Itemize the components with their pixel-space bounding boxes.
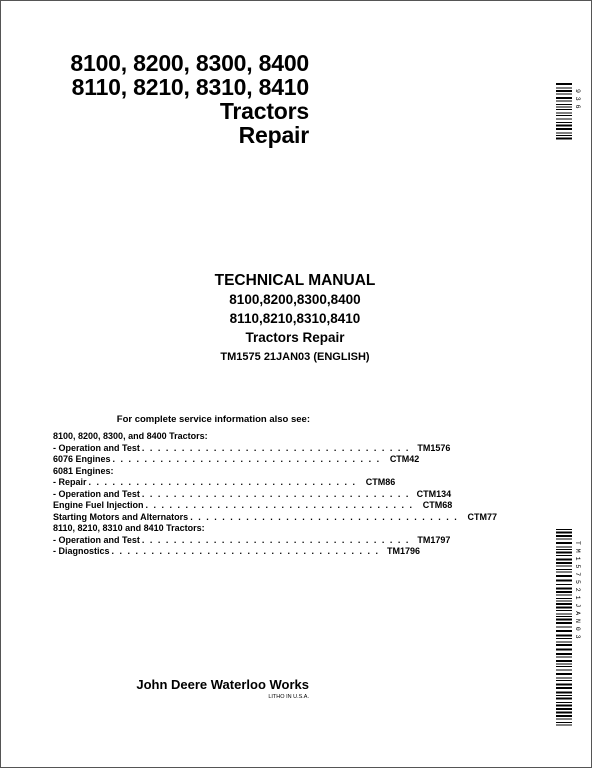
cover-title-models-line-1: 8100, 8200, 8300, 8400 bbox=[70, 50, 309, 76]
barcode-bar bbox=[556, 708, 572, 710]
barcode-bar bbox=[556, 719, 572, 720]
barcode-bar bbox=[556, 133, 572, 134]
barcode-bar bbox=[556, 601, 572, 602]
service-row bbox=[53, 511, 497, 524]
barcode-bar bbox=[556, 535, 572, 537]
barcode-bar bbox=[556, 595, 572, 596]
barcode-bar bbox=[556, 572, 572, 573]
barcode-bar bbox=[556, 580, 572, 582]
barcode-bar bbox=[556, 692, 572, 694]
service-row-code: CTM42 bbox=[389, 454, 420, 464]
service-row bbox=[53, 477, 396, 489]
barcode-bar bbox=[556, 575, 572, 577]
barcode-bar bbox=[556, 712, 572, 714]
barcode-bar bbox=[556, 94, 572, 95]
barcode-bar bbox=[556, 619, 572, 621]
barcode-bar bbox=[556, 122, 572, 123]
barcode-bar bbox=[556, 695, 572, 696]
service-row-label: - Operation and Test bbox=[53, 488, 140, 499]
barcode-bar bbox=[556, 542, 572, 544]
footer bbox=[136, 677, 309, 701]
barcode-bar bbox=[556, 698, 572, 700]
dot-leader: . . . . . . . . . . . . . . . . . . . . . . . . . . . . . . . . . . bbox=[141, 534, 410, 545]
barcode-bar bbox=[556, 687, 572, 689]
barcode-side-text: T M 1 5 7 5 2 1 J A N 0 3 bbox=[574, 541, 581, 639]
barcode-bar bbox=[556, 657, 572, 658]
service-row-label: - Operation and Test bbox=[53, 534, 140, 545]
service-row-code: CTM77 bbox=[467, 511, 497, 522]
barcode-bar bbox=[556, 566, 572, 567]
technical-manual-block bbox=[151, 271, 439, 366]
barcode-bar bbox=[556, 532, 572, 534]
barcode-bar bbox=[556, 722, 572, 723]
dot-leader: . . . . . . . . . . . . . . . . . . . . . . . . . . . . . . . . . . bbox=[112, 454, 381, 464]
cover-title-models-line-2: 8110, 8210, 8310, 8410 bbox=[71, 74, 309, 100]
barcode-bar bbox=[556, 569, 572, 570]
barcode-bar bbox=[556, 109, 572, 110]
barcode-bar bbox=[556, 547, 572, 548]
publisher-name: John Deere Waterloo Works bbox=[136, 677, 309, 692]
barcode-bar bbox=[556, 684, 572, 686]
barcode-bar bbox=[556, 539, 572, 540]
service-row-code: TM1576 bbox=[417, 442, 451, 453]
barcode-bar bbox=[556, 607, 572, 609]
service-row-label: Starting Motors and Alternators bbox=[53, 511, 189, 522]
barcode-bar bbox=[556, 88, 572, 89]
service-row-code: CTM86 bbox=[365, 477, 396, 487]
service-row bbox=[53, 466, 310, 478]
barcode-bar bbox=[556, 128, 572, 130]
barcode-bar bbox=[556, 591, 572, 593]
barcode-bar bbox=[556, 622, 572, 624]
barcode-bar bbox=[556, 529, 572, 530]
barcode-bar bbox=[556, 705, 572, 707]
service-row-label: - Diagnostics bbox=[53, 546, 110, 556]
barcode-bar bbox=[556, 603, 572, 605]
service-row-label: - Repair bbox=[53, 477, 87, 487]
service-row bbox=[53, 454, 420, 466]
service-row-label: 8110, 8210, 8310 and 8410 Tractors: bbox=[53, 523, 205, 533]
service-info-title: For complete service information also see: bbox=[116, 414, 310, 425]
technical-manual-models-2: 8110,8210,8310,8410 bbox=[229, 311, 361, 326]
barcode-bar bbox=[556, 670, 572, 671]
service-row bbox=[53, 546, 421, 558]
service-row bbox=[53, 488, 452, 501]
barcode-bar bbox=[556, 642, 572, 643]
service-row-label: - Operation and Test bbox=[53, 442, 140, 453]
service-row bbox=[53, 442, 451, 455]
barcode-bar bbox=[556, 119, 572, 120]
barcode-bar bbox=[556, 725, 572, 726]
technical-manual-heading: TECHNICAL MANUAL bbox=[214, 272, 376, 289]
service-row-label: 8100, 8200, 8300, and 8400 Tractors: bbox=[53, 431, 208, 441]
barcode-bar bbox=[556, 702, 572, 703]
service-row bbox=[53, 431, 310, 443]
technical-manual-models-1: 8100,8200,8300,8400 bbox=[229, 292, 361, 307]
barcode-bar bbox=[556, 678, 572, 679]
service-row bbox=[53, 500, 453, 512]
barcode-bar bbox=[556, 638, 572, 639]
technical-manual-subject: Tractors Repair bbox=[245, 330, 345, 345]
barcode-bar bbox=[556, 610, 572, 611]
barcode-bar bbox=[556, 660, 572, 662]
dot-leader: . . . . . . . . . . . . . . . . . . . . . . . . . . . . . . . . . . bbox=[141, 488, 410, 499]
dot-leader: . . . . . . . . . . . . . . . . . . . . . . . . . . . . . . . . . . bbox=[190, 511, 459, 522]
barcode-top-bars bbox=[556, 83, 572, 140]
service-row-label: Engine Fuel Injection bbox=[53, 500, 144, 510]
service-row-code: CTM68 bbox=[422, 500, 453, 510]
service-row-code: TM1796 bbox=[387, 546, 421, 556]
barcode-bar bbox=[556, 666, 572, 667]
technical-manual-code: TM1575 21JAN03 (ENGLISH) bbox=[220, 351, 370, 363]
barcode-bar bbox=[556, 97, 572, 99]
barcode-bar bbox=[556, 664, 572, 665]
barcode-bar bbox=[556, 584, 572, 585]
barcode-bar bbox=[556, 104, 572, 105]
barcode-bar bbox=[556, 107, 572, 108]
barcode-bar bbox=[556, 549, 572, 550]
barcode-bar bbox=[556, 90, 572, 92]
cover-title-repair: Repair bbox=[238, 122, 309, 148]
dot-leader: . . . . . . . . . . . . . . . . . . . . . . . . . . . . . . . . . . bbox=[111, 546, 380, 556]
litho-note: LITHO IN U.S.A. bbox=[268, 694, 309, 700]
barcode-bar bbox=[556, 138, 572, 140]
barcode-side-bars bbox=[556, 529, 572, 726]
service-row bbox=[53, 523, 310, 535]
barcode-bar bbox=[556, 125, 572, 127]
dot-leader: . . . . . . . . . . . . . . . . . . . . . . . . . . . . . . . . . . bbox=[141, 442, 410, 453]
service-info-list bbox=[53, 414, 497, 558]
barcode-bar bbox=[556, 653, 572, 655]
barcode-bar bbox=[556, 83, 572, 85]
service-row bbox=[53, 534, 451, 547]
barcode-bar bbox=[556, 562, 572, 564]
barcode-bar bbox=[556, 673, 572, 675]
barcode-bar bbox=[556, 649, 572, 651]
barcode-bar bbox=[556, 616, 572, 617]
dot-leader: . . . . . . . . . . . . . . . . . . . . . . . . . . . . . . . . . . bbox=[145, 500, 414, 510]
barcode-bar bbox=[556, 635, 572, 637]
barcode-bar bbox=[556, 598, 572, 599]
barcode-bar bbox=[556, 614, 572, 615]
barcode-top-text: 9 3 6 bbox=[574, 89, 581, 109]
barcode-bar bbox=[556, 680, 572, 681]
barcode-bar bbox=[556, 644, 572, 646]
service-row-code: TM1797 bbox=[417, 534, 451, 545]
service-row-label: 6076 Engines bbox=[53, 454, 111, 464]
barcode-bar bbox=[556, 627, 572, 628]
barcode-bar bbox=[556, 555, 572, 556]
service-row-label: 6081 Engines: bbox=[53, 465, 114, 476]
barcode-bar bbox=[556, 101, 572, 102]
dot-leader: . . . . . . . . . . . . . . . . . . . . . . . . . . . . . . . . . . bbox=[88, 477, 357, 487]
cover-title bbox=[70, 51, 309, 147]
cover-title-tractors: Tractors bbox=[219, 98, 309, 124]
barcode-bar bbox=[556, 630, 572, 632]
barcode-bar bbox=[556, 135, 572, 136]
barcode-bar bbox=[556, 113, 572, 114]
barcode-bar bbox=[556, 552, 572, 554]
barcode-bar bbox=[556, 559, 572, 561]
barcode-bar bbox=[556, 715, 572, 717]
barcode-bar bbox=[556, 115, 572, 116]
barcode-bar bbox=[556, 588, 572, 590]
service-row-code: CTM134 bbox=[416, 488, 452, 499]
